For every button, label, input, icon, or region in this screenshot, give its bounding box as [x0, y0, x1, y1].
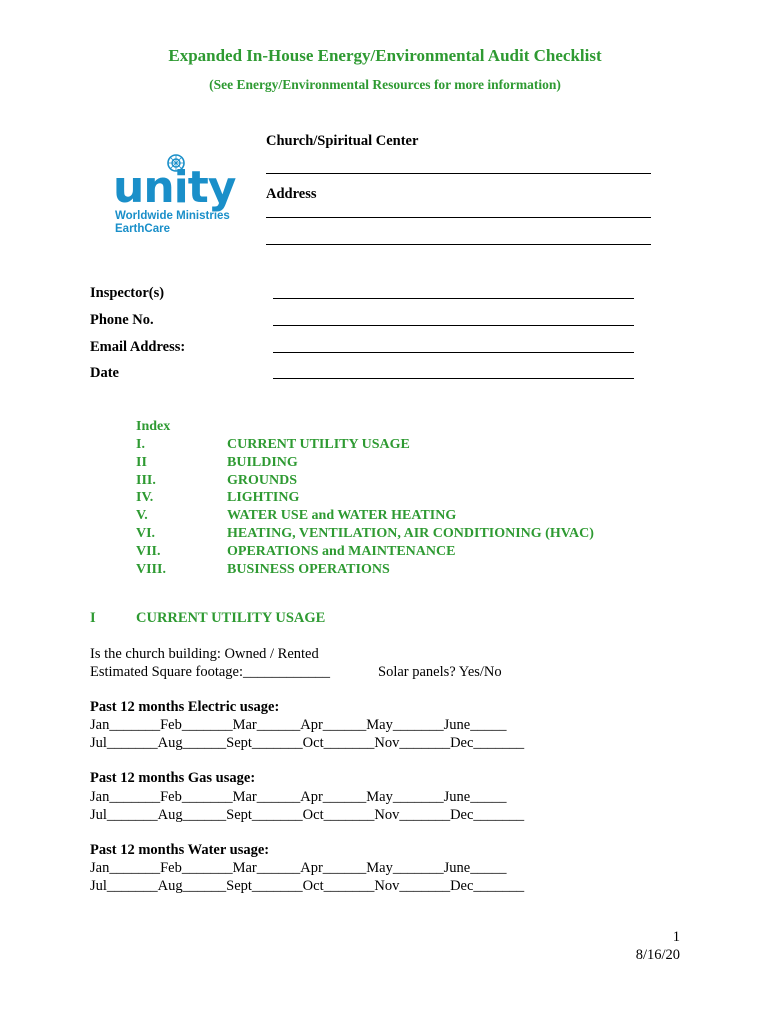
- phone-field-line[interactable]: [273, 325, 634, 326]
- page-title: Expanded In-House Energy/Environmental Audit Checklist: [168, 46, 602, 65]
- date-field-line[interactable]: [273, 378, 634, 379]
- electric-usage-heading: Past 12 months Electric usage:: [90, 699, 280, 715]
- section-number: I: [90, 610, 96, 626]
- index-num: VII.: [136, 543, 161, 559]
- index-label: WATER USE and WATER HEATING: [227, 508, 457, 524]
- index-item[interactable]: [136, 472, 298, 490]
- electric-usage-row-2[interactable]: Jul_______Aug______Sept_______Oct_______Nov_______Dec_______: [90, 735, 525, 751]
- logo-line1: Worldwide Ministries: [115, 210, 230, 222]
- index-label: GROUNDS: [227, 472, 298, 488]
- index-label: CURRENT UTILITY USAGE: [227, 437, 410, 452]
- page-subtitle: (See Energy/Environmental Resources for more information): [209, 77, 561, 92]
- gas-usage-row-2[interactable]: Jul_______Aug______Sept_______Oct_______Nov_______Dec_______: [90, 807, 525, 823]
- phone-label: Phone No.: [90, 312, 154, 328]
- index-num: I.: [136, 437, 145, 452]
- index-label: HEATING, VENTILATION, AIR CONDITIONING (HVAC): [227, 525, 594, 541]
- square-footage-field[interactable]: Estimated Square footage:____________: [90, 664, 331, 680]
- water-usage-row-2[interactable]: Jul_______Aug______Sept_______Oct_______Nov_______Dec_______: [90, 878, 525, 894]
- index-item[interactable]: [136, 436, 410, 454]
- index-item[interactable]: [136, 489, 300, 507]
- index-label: BUILDING: [227, 454, 298, 470]
- index-num: V.: [136, 508, 148, 524]
- index-item[interactable]: [136, 543, 456, 561]
- logo-wordmark: unity: [113, 162, 236, 213]
- gas-usage-row-1[interactable]: Jan_______Feb_______Mar______Apr______May_______June_____: [90, 789, 507, 805]
- address-line-2[interactable]: [266, 244, 651, 245]
- ownership-question: Is the church building: Owned / Rented: [90, 646, 319, 662]
- logo-line2: EarthCare: [115, 223, 170, 235]
- index-list: [136, 436, 594, 578]
- address-label: Address: [266, 186, 317, 202]
- electric-usage-row-1[interactable]: Jan_______Feb_______Mar______Apr______May_______June_____: [90, 717, 507, 733]
- date-label: Date: [90, 365, 119, 381]
- solar-panels-question: Solar panels? Yes/No: [378, 664, 502, 680]
- footer-date: 8/16/20: [635, 947, 680, 963]
- index-item[interactable]: [136, 507, 457, 525]
- page-number: 1: [672, 929, 680, 945]
- gas-usage-heading: Past 12 months Gas usage:: [90, 770, 256, 786]
- index-label: BUSINESS OPERATIONS: [227, 561, 390, 577]
- index-item[interactable]: [136, 525, 594, 543]
- index-heading: Index: [136, 419, 171, 434]
- section-title: CURRENT UTILITY USAGE: [136, 610, 326, 626]
- inspector-field-line[interactable]: [273, 298, 634, 299]
- church-label: Church/Spiritual Center: [266, 133, 419, 149]
- address-line-1[interactable]: [266, 217, 651, 218]
- water-usage-heading: Past 12 months Water usage:: [90, 842, 270, 858]
- church-field-line[interactable]: [266, 173, 651, 174]
- index-num: III.: [136, 472, 156, 488]
- index-num: IV.: [136, 490, 154, 506]
- inspector-label: Inspector(s): [90, 285, 165, 301]
- unity-logo: [113, 154, 243, 238]
- email-field-line[interactable]: [273, 352, 634, 353]
- index-num: VIII.: [136, 561, 166, 577]
- email-label: Email Address:: [90, 339, 186, 355]
- index-num: II: [136, 454, 147, 470]
- index-item[interactable]: [136, 454, 298, 472]
- index-num: VI.: [136, 525, 156, 541]
- index-label: OPERATIONS and MAINTENANCE: [227, 543, 456, 559]
- index-label: LIGHTING: [227, 490, 300, 506]
- index-item[interactable]: [136, 561, 390, 579]
- water-usage-row-1[interactable]: Jan_______Feb_______Mar______Apr______May_______June_____: [90, 860, 507, 876]
